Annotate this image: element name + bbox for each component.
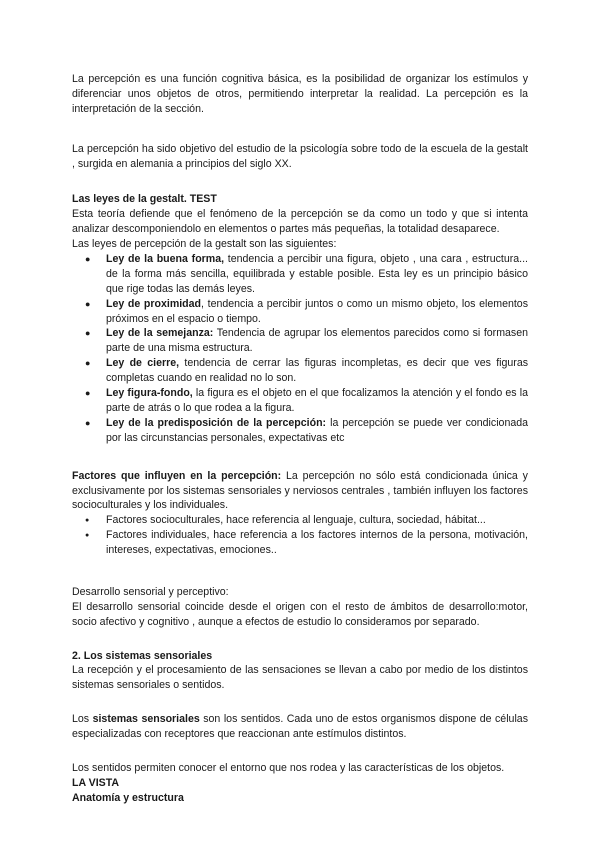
bullet-icon: ● (85, 298, 91, 309)
bullet-icon: ● (85, 253, 91, 264)
list-item (72, 528, 528, 558)
sistemas-p2-term: sistemas sensoriales (92, 713, 200, 726)
bullet-icon: ● (85, 388, 91, 399)
factor-text: Factores individuales, hace referencia a los factores internos de la persona, motivación, intereses, expectativas, emociones.. (106, 529, 528, 557)
bullet-icon: ● (85, 417, 91, 428)
sistemas-heading: 2. Los sistemas sensoriales (72, 649, 213, 662)
law-desc: Tendencia de agrupar los elementos parecidos como si formasen parte de una misma estructura. (106, 327, 528, 355)
list-item (72, 416, 528, 446)
gestalt-intro: Esta teoría defiende que el fenómeno de la percepción se da como un todo y que si intenta analizar descomponiendolo en elementos o partes más pequeñas, la totalidad desaparece. (72, 208, 528, 236)
sistemas-paragraph-1: La recepción y el procesamiento de las sensaciones se llevan a cabo por medio de los distintos sistemas sensoriales o sentidos. (72, 664, 528, 692)
gestalt-history-paragraph: La percepción ha sido objetivo del estudio de la psicología sobre todo de la escuela de la gestalt , surgida en alemania a principios del siglo XX. (72, 142, 528, 170)
bullet-icon: ● (85, 532, 90, 540)
gestalt-heading (72, 192, 528, 207)
factores-term: Factores que influyen en la percepción: (72, 469, 282, 482)
factores-list (72, 513, 528, 558)
sistemas-paragraph-2 (72, 712, 528, 742)
intro-paragraph: La percepción es una función cognitiva básica, es la posibilidad de organizar los estímulos y diferenciar unos objetos de otros, permitiendo interpretar la realidad. La percepción es la interpretación de la sección. (72, 73, 528, 115)
list-item (72, 297, 528, 327)
law-desc: tendencia de cerrar las figuras incompletas, es decir que ves figuras completas cuando en realidad no lo son. (106, 357, 529, 385)
bullet-icon: ● (85, 328, 91, 339)
law-term: Ley de proximidad (106, 297, 202, 310)
list-item (72, 386, 528, 416)
law-term: Ley de cierre, (106, 357, 180, 370)
law-desc: la percepción se puede ver condicionada por las circunstancias personales, expectativas etc (106, 416, 529, 444)
law-term: Ley de la buena forma, (106, 252, 225, 265)
desarrollo-text: El desarrollo sensorial coincide desde el origen con el resto de ámbitos de desarrollo:motor, socio afectivo y cognitivo , aunque a efectos de estudio lo consideramos por separado. (72, 600, 528, 628)
gestalt-laws-list (72, 252, 528, 446)
list-item (72, 356, 528, 386)
factor-text: Factores socioculturales, hace referencia al lenguaje, cultura, sociedad, hábitat... (106, 514, 486, 527)
vista-title: LA VISTA (72, 776, 120, 789)
sistemas-p2-pre: Los (72, 713, 93, 726)
law-term: Ley figura-fondo, (106, 387, 193, 400)
sistemas-paragraph-3: Los sentidos permiten conocer el entorno que nos rodea y las características de los objetos. (72, 761, 505, 774)
law-desc: tendencia a percibir una figura, objeto , una cara , estructura... de la forma más sencilla, equilibrada y estable posible. Esta ley es un principio básico que rige todas las demás leyes. (106, 252, 528, 295)
factores-desc: La percepción no sólo está condicionada única y exclusivamente por los sistemas sensoriales y nerviosos centrales , también influyen los factores socioculturales y los individuales. (72, 469, 528, 512)
law-term: Ley de la predisposición de la percepción: (106, 416, 327, 429)
sistemas-p2-post: son los sentidos. Cada uno de estos organismos dispone de células especializadas con receptores que reaccionan ante estímulos distintos. (72, 713, 528, 741)
law-desc: la figura es el objeto en el que focalizamos la atención y el fondo es la parte de atrás o lo que rodea a la figura. (106, 387, 528, 414)
vista-subtitle: Anatomía y estructura (72, 791, 184, 804)
list-item (72, 252, 528, 297)
list-item (72, 513, 528, 528)
gestalt-intro-2: Las leyes de percepción de la gestalt son las siguientes: (72, 238, 337, 251)
factores-paragraph (72, 469, 528, 514)
list-item (72, 326, 528, 356)
gestalt-heading-bold: Las leyes de la gestalt. (72, 193, 187, 206)
bullet-icon: ● (85, 517, 90, 525)
law-term: Ley de la semejanza: (106, 327, 214, 340)
law-desc: , tendencia a percibir juntos o como un mismo objeto, los elementos próximos en el espacio o tiempo. (106, 297, 528, 325)
desarrollo-title: Desarrollo sensorial y perceptivo: (72, 585, 229, 598)
bullet-icon: ● (85, 358, 91, 369)
gestalt-heading-suffix: TEST (186, 193, 217, 206)
